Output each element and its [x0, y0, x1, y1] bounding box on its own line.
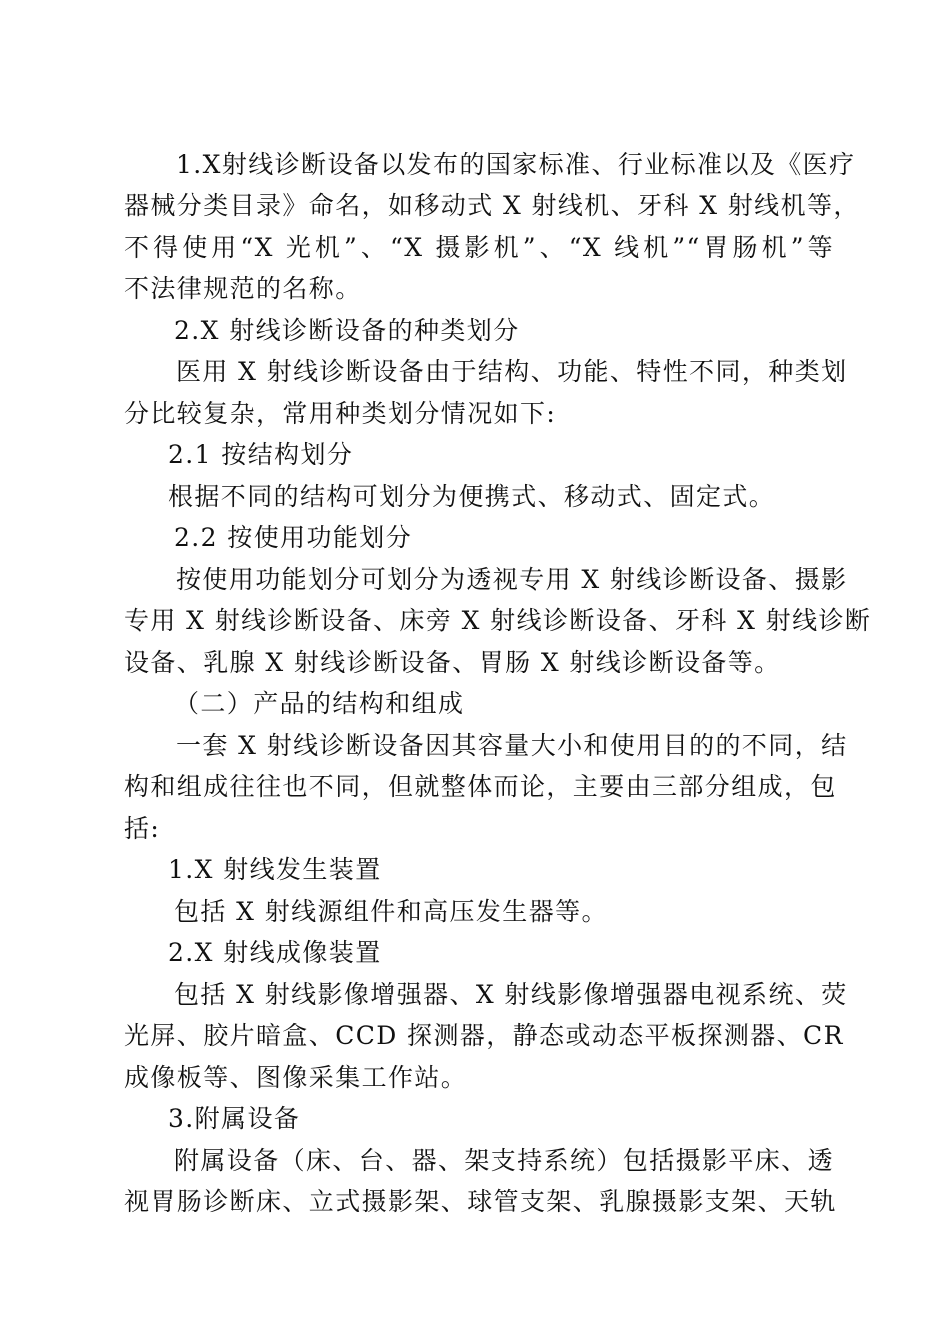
- heading-accessory-equipment: 3.附属设备: [168, 1104, 301, 1133]
- heading-by-structure: 2.1 按结构划分: [168, 440, 354, 469]
- paragraph-imaging-line-3: 成像板等、图像采集工作站。: [124, 1063, 468, 1092]
- paragraph-classification-line-1: 医用 X 射线诊断设备由于结构、功能、特性不同，种类划: [176, 357, 848, 386]
- paragraph-composition-line-2: 构和组成往往也不同，但就整体而论，主要由三部分组成，包: [124, 772, 837, 801]
- heading-by-function: 2.2 按使用功能划分: [174, 523, 413, 552]
- paragraph-accessory-line-1: 附属设备（床、台、器、架支持系统）包括摄影平床、透: [174, 1146, 835, 1175]
- paragraph-generator: 包括 X 射线源组件和高压发生器等。: [174, 897, 608, 926]
- paragraph-composition-line-3: 括:: [124, 814, 161, 843]
- paragraph-naming-line-4: 不法律规范的名称。: [124, 274, 362, 303]
- paragraph-classification-line-2: 分比较复杂，常用种类划分情况如下:: [124, 399, 557, 428]
- paragraph-naming-line-1: 1.X射线诊断设备以发布的国家标准、行业标准以及《医疗: [176, 150, 856, 179]
- paragraph-by-structure: 根据不同的结构可划分为便携式、移动式、固定式。: [168, 482, 776, 511]
- heading-classification: 2.X 射线诊断设备的种类划分: [174, 316, 520, 345]
- paragraph-naming-line-3: 不得使用“X 光机”、“X 摄影机”、“X 线机”“胃肠机”等: [124, 233, 834, 262]
- paragraph-by-function-line-2: 专用 X 射线诊断设备、床旁 X 射线诊断设备、牙科 X 射线诊断: [124, 606, 872, 635]
- paragraph-imaging-line-2: 光屏、胶片暗盒、CCD 探测器，静态或动态平板探测器、CR: [124, 1021, 844, 1050]
- paragraph-accessory-line-2: 视胃肠诊断床、立式摄影架、球管支架、乳腺摄影支架、天轨: [124, 1187, 837, 1216]
- paragraph-composition-line-1: 一套 X 射线诊断设备因其容量大小和使用目的的不同，结: [176, 731, 848, 760]
- paragraph-naming-line-2: 器械分类目录》命名，如移动式 X 射线机、牙科 X 射线机等，: [124, 191, 860, 220]
- heading-imaging-device: 2.X 射线成像装置: [168, 938, 382, 967]
- paragraph-by-function-line-3: 设备、乳腺 X 射线诊断设备、胃肠 X 射线诊断设备等。: [124, 648, 781, 677]
- heading-generator: 1.X 射线发生装置: [168, 855, 382, 884]
- paragraph-by-function-line-1: 按使用功能划分可划分为透视专用 X 射线诊断设备、摄影: [176, 565, 848, 594]
- heading-structure-composition: （二）产品的结构和组成: [174, 689, 465, 718]
- paragraph-imaging-line-1: 包括 X 射线影像增强器、X 射线影像增强器电视系统、荧: [174, 980, 848, 1009]
